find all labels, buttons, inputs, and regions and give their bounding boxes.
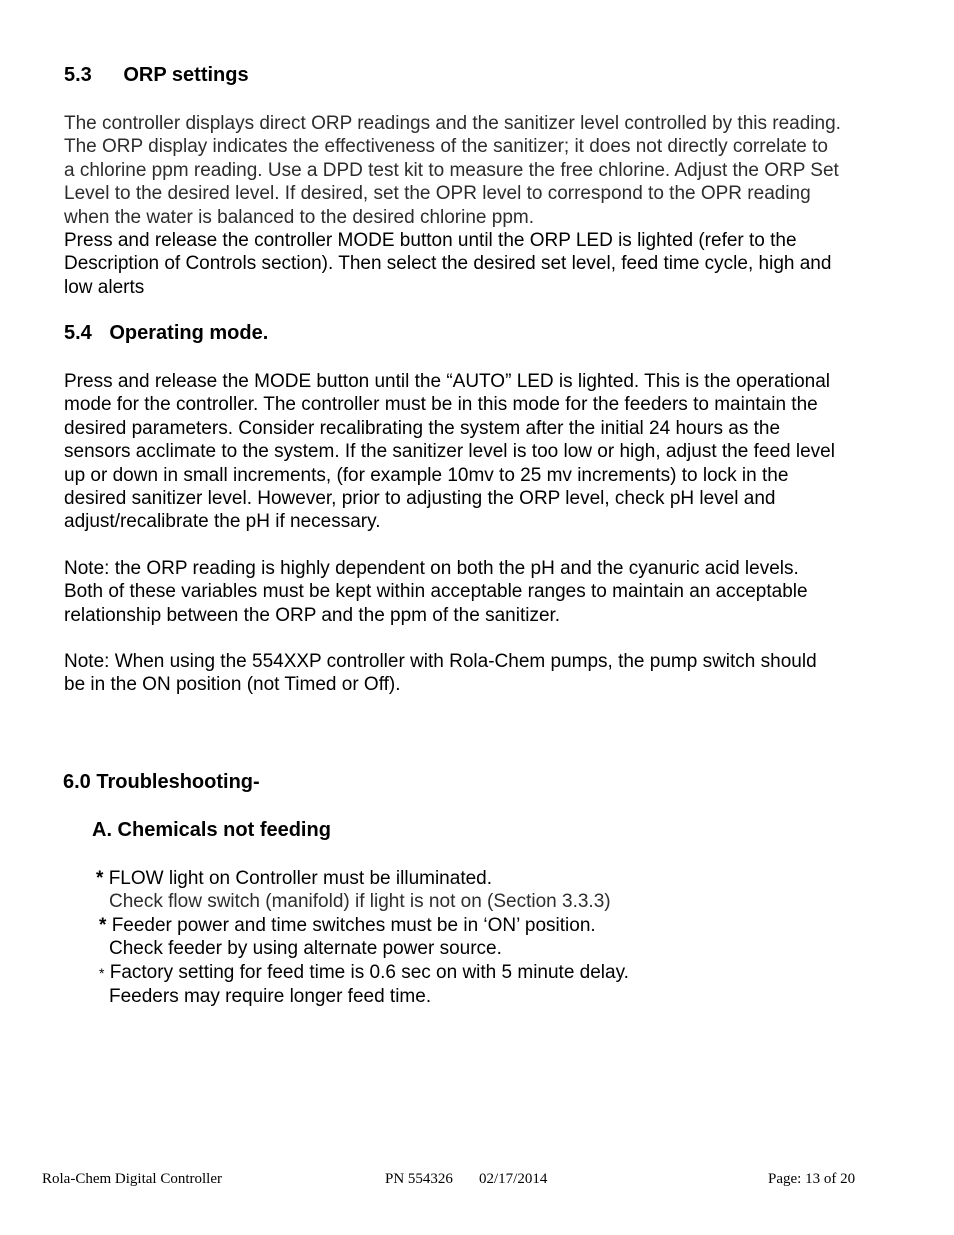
list-item [96, 985, 629, 1008]
text-line: Note: When using the 554XXP controller with Rola-Chem pumps, the pump switch should [64, 651, 817, 672]
footer-part-number: PN 554326 [385, 1171, 453, 1187]
list-item-text: Check flow switch (manifold) if light is not on (Section 3.3.3) [109, 891, 611, 913]
chemicals-not-feeding-heading: A. Chemicals not feeding [92, 819, 331, 841]
text-line: relationship between the ORP and the ppm of the sanitizer. [64, 604, 561, 626]
list-item [96, 937, 629, 960]
text-line: Press and release the controller MODE button until the ORP LED is lighted (refer to the [64, 230, 797, 251]
text-line: Press and release the MODE button until the “AUTO” LED is lighted. This is the operational [64, 371, 831, 392]
orp-note-paragraph [64, 557, 808, 627]
section-title: ORP settings [123, 64, 249, 86]
troubleshooting-list [96, 867, 629, 1008]
text-line: be in the ON position (not Timed or Off). [64, 674, 401, 696]
list-item [96, 867, 629, 890]
section-number: 5.3 [64, 64, 92, 86]
text-line: up or down in small increments, (for example 10mv to 25 mv increments) to lock in the [64, 464, 789, 486]
text-line: mode for the controller. The controller must be in this mode for the feeders to maintain the [64, 394, 818, 416]
text-line: desired sanitizer level. However, prior to adjusting the ORP level, check pH level and [64, 488, 776, 510]
text-line: low alerts [64, 276, 145, 298]
section-number: 5.4 [64, 322, 92, 344]
bullet-star: * [99, 964, 105, 981]
operating-mode-paragraph [64, 370, 835, 534]
list-item [96, 890, 629, 913]
text-line: when the water is balanced to the desired chlorine ppm. [64, 206, 534, 228]
list-item-text: Feeder power and time switches must be in ‘ON’ position. [111, 914, 596, 936]
text-line: Both of these variables must be kept within acceptable ranges to maintain an acceptable [64, 581, 808, 603]
text-line: sensors acclimate to the system. If the sanitizer level is too low or high, adjust the feed level [64, 441, 835, 463]
text-line: The ORP display indicates the effectiveness of the sanitizer; it does not directly correlate to [64, 136, 828, 158]
section-heading-5-3 [64, 64, 249, 87]
bullet-star: * [99, 914, 107, 936]
text-line: desired parameters. Consider recalibrating the system after the initial 24 hours as the [64, 417, 781, 439]
list-item [96, 961, 629, 985]
text-line: Note: the ORP reading is highly dependent on both the pH and the cyanuric acid levels. [64, 558, 799, 579]
text-line: a chlorine ppm reading. Use a DPD test kit to measure the free chlorine. Adjust the ORP Set [64, 159, 839, 181]
footer-date: 02/17/2014 [479, 1171, 548, 1187]
text-line: The controller displays direct ORP readings and the sanitizer level controlled by this reading. [64, 113, 841, 134]
section-heading-5-4 [64, 322, 268, 345]
list-item [96, 914, 629, 937]
footer-page-number: Page: 13 of 20 [768, 1171, 856, 1187]
text-line: Level to the desired level. If desired, set the OPR level to correspond to the OPR reading [64, 183, 811, 205]
orp-settings-paragraph [64, 112, 841, 229]
footer-document-title: Rola-Chem Digital Controller [42, 1171, 222, 1187]
troubleshooting-heading: 6.0 Troubleshooting- [63, 771, 260, 793]
list-item-text: Feeders may require longer feed time. [109, 986, 432, 1008]
text-line: Description of Controls section). Then select the desired set level, feed time cycle, high and [64, 253, 832, 275]
list-item-text: FLOW light on Controller must be illuminated. [108, 868, 493, 889]
list-item-text: Check feeder by using alternate power source. [109, 938, 502, 960]
pump-note-paragraph [64, 650, 817, 697]
section-title: Operating mode. [109, 322, 269, 344]
bullet-star: * [96, 868, 104, 889]
orp-instructions-paragraph [64, 229, 831, 299]
text-line: adjust/recalibrate the pH if necessary. [64, 511, 381, 533]
list-item-text: Factory setting for feed time is 0.6 sec on with 5 minute delay. [109, 961, 629, 983]
